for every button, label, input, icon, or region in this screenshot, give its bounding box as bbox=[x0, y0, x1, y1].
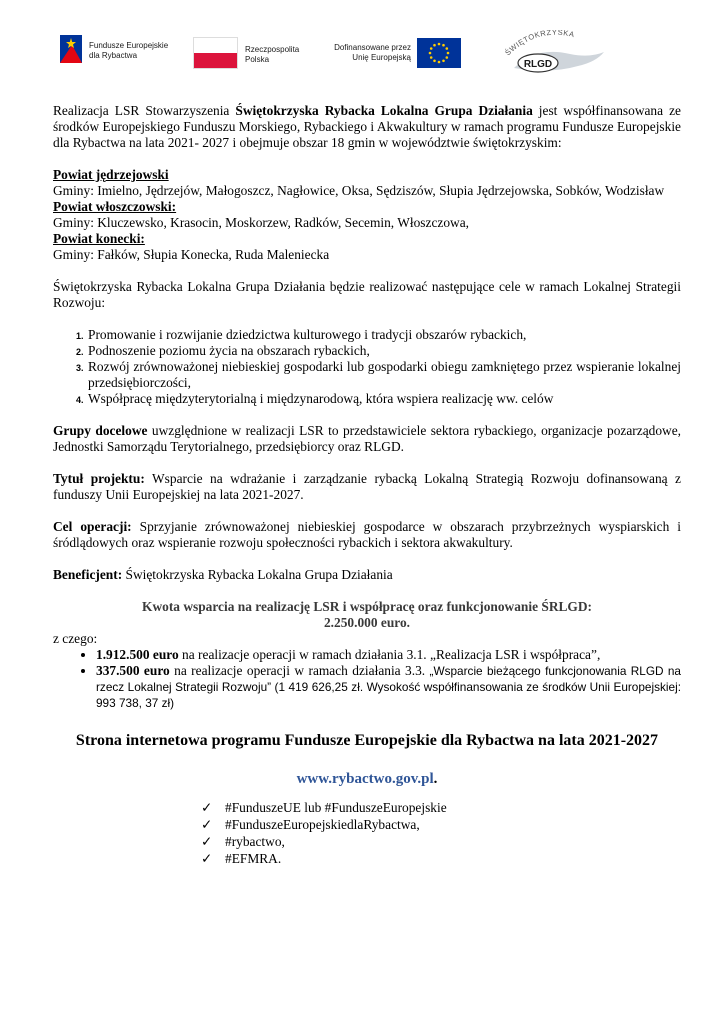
strona-heading: Strona internetowa programu Fundusze Europejskie dla Rybactwa na lata 2021-2027 bbox=[75, 732, 659, 749]
list-item bbox=[201, 850, 681, 867]
eu-flag-icon bbox=[417, 38, 461, 68]
list-item bbox=[201, 816, 681, 833]
polish-flag-icon bbox=[193, 37, 238, 69]
tytul-label: Tytuł projektu: bbox=[53, 471, 145, 486]
beneficjent-paragraph bbox=[53, 567, 681, 583]
list-item: 2. Podnoszenie poziomu życia na obszarach rybackich, bbox=[86, 343, 681, 359]
list-item: 4. Współpracę międzyterytorialną i międzynarodową, która wspiera realizację ww. celów bbox=[86, 391, 681, 407]
intro-post: jest współfinansowana ze środków Europejskiego Funduszu Morskiego, Rybackiego i Akwakultury w ramach programu Fundusze Europejskie dla Rybactwa na lata 2021- 2027 i obejmuje obszar 18 gmin w województwie świętokrzyskim: bbox=[53, 103, 681, 150]
tytul-text: Wsparcie na wdrażanie i zarządzanie rybacką Lokalną Strategią Rozwoju dofinansowaną z funduszy Unii Europejskiej na lata 2021-2027. bbox=[53, 471, 681, 502]
item-sans-text: „Wsparcie bieżącego funkcjonowania RLGD na rzecz Lokalnej Strategii Rozwoju” (1 419 626,25 zł. Wysokość współfinansowania ze środków Unii Europejskiej: 993 738, 37 zł) bbox=[96, 664, 681, 710]
kwota-amount: 2.250.000 euro. bbox=[323, 615, 411, 630]
grupy-paragraph bbox=[53, 423, 681, 455]
website-line bbox=[53, 771, 681, 787]
powiat-jedrzejowski-gminy: Gminy: Imielno, Jędrzejów, Małogoszcz, Nagłowice, Oksa, Sędziszów, Słupia Jędrzejowska, Sobków, Wodzisław bbox=[53, 183, 665, 198]
z-czego-label: z czego: bbox=[53, 631, 98, 646]
hashtag-text: #rybactwo, bbox=[225, 834, 285, 849]
rlgd-label: RLGD bbox=[523, 59, 553, 70]
powiat-konecki-heading: Powiat konecki: bbox=[53, 231, 145, 246]
cele-list bbox=[53, 327, 681, 407]
list-item bbox=[201, 833, 681, 850]
grupy-label: Grupy docelowe bbox=[53, 423, 148, 438]
cel-paragraph bbox=[53, 519, 681, 551]
beneficjent-label: Beneficjent: bbox=[53, 567, 123, 582]
rp-line2: Polska bbox=[245, 55, 270, 64]
hashtag-list bbox=[53, 799, 681, 867]
rp-line1: Rzeczpospolita bbox=[245, 45, 300, 54]
powiat-wloszczowski-heading: Powiat włoszczowski: bbox=[53, 199, 177, 214]
hashtag-text: #FunduszeUE lub #FunduszeEuropejskie bbox=[225, 800, 447, 815]
hashtag-text: #FunduszeEuropejskiedlaRybactwa, bbox=[225, 817, 420, 832]
kwota-items-list bbox=[53, 647, 681, 711]
rzeczpospolita-logo bbox=[193, 37, 313, 77]
powiat-wloszczowski-gminy: Gminy: Kluczewsko, Krasocin, Moskorzew, Radków, Secemin, Włoszczowa, bbox=[53, 215, 469, 230]
hashtag-text: #EFMRA. bbox=[225, 851, 282, 866]
tytul-paragraph bbox=[53, 471, 681, 503]
eu-line1: Dofinansowane przez bbox=[334, 43, 411, 52]
powiat-konecki-gminy: Gminy: Fałków, Słupia Konecka, Ruda Maleniecka bbox=[53, 247, 330, 262]
list-item bbox=[96, 663, 681, 711]
rlgd-logo bbox=[500, 30, 610, 78]
intro-pre: Realizacja LSR Stowarzyszenia bbox=[53, 103, 236, 118]
checkmark-icon: ✓ bbox=[201, 817, 213, 832]
item-amount: 337.500 euro bbox=[96, 663, 170, 678]
list-item bbox=[201, 799, 681, 816]
item-amount: 1.912.500 euro bbox=[96, 647, 179, 662]
powiat-section bbox=[53, 167, 681, 263]
intro-bold-name: Świętokrzyska Rybacka Lokalna Grupa Działania bbox=[235, 103, 533, 118]
item-text: na realizacje operacji w ramach działania 3.3. bbox=[169, 663, 430, 678]
item-text: na realizacje operacji w ramach działania 3.1. „Realizacja LSR i współpraca”, bbox=[178, 647, 601, 662]
list-item bbox=[96, 647, 681, 663]
website-dot: . bbox=[433, 771, 438, 787]
cel-text: Sprzyjanie zrównoważonej niebieskiej gospodarce w obszarach przybrzeżnych wyspiarskich i śródlądowych oraz wspieranie rozwoju społeczności rybackich i sektora akwakultury. bbox=[53, 519, 681, 550]
checkmark-icon: ✓ bbox=[201, 834, 213, 849]
checkmark-icon: ✓ bbox=[201, 851, 213, 866]
beneficjent-text: Świętokrzyska Rybacka Lokalna Grupa Działania bbox=[122, 567, 393, 582]
fe-star-icon bbox=[60, 35, 82, 63]
grupy-text: uwzględnione w realizacji LSR to przedstawiciele sektora rybackiego, organizacje pozarządowe, Jednostki Samorządu Terytorialnego, przedsiębiorcy oraz RLGD. bbox=[53, 423, 681, 454]
eu-cofunding-logo bbox=[323, 38, 463, 72]
eu-line2: Unię Europejską bbox=[352, 53, 411, 62]
list-item: 1. Promowanie i rozwijanie dziedzictwa kulturowego i tradycji obszarów rybackich, bbox=[86, 327, 681, 343]
website-link[interactable]: www.rybactwo.gov.pl bbox=[296, 771, 434, 787]
fe-line1: Fundusze Europejskie bbox=[89, 41, 169, 50]
powiat-jedrzejowski-heading: Powiat jędrzejowski bbox=[53, 167, 169, 182]
fe-line2: dla Rybactwa bbox=[89, 51, 138, 60]
fundusze-europejskie-logo bbox=[60, 35, 190, 75]
cel-label: Cel operacji: bbox=[53, 519, 132, 534]
checkmark-icon: ✓ bbox=[201, 800, 213, 815]
rlgd-arc-text: ŚWIĘTOKRZYSKA bbox=[503, 30, 576, 58]
document-body bbox=[53, 103, 681, 867]
intro-paragraph bbox=[53, 103, 681, 151]
kwota-line1: Kwota wsparcia na realizację LSR i współpracę oraz funkcjonowanie ŚRLGD: bbox=[142, 599, 592, 614]
rlgd-fish-emblem-icon bbox=[500, 30, 610, 78]
cele-intro: Świętokrzyska Rybacka Lokalna Grupa Działania będzie realizować następujące cele w ramach Lokalnej Strategii Rozwoju: bbox=[53, 279, 681, 310]
logo-strip bbox=[55, 30, 615, 80]
list-item: 3. Rozwój zrównoważonej niebieskiej gospodarki lub gospodarki obiegu zamkniętego przez wspieranie lokalnej przedsiębiorczości, bbox=[86, 359, 681, 391]
